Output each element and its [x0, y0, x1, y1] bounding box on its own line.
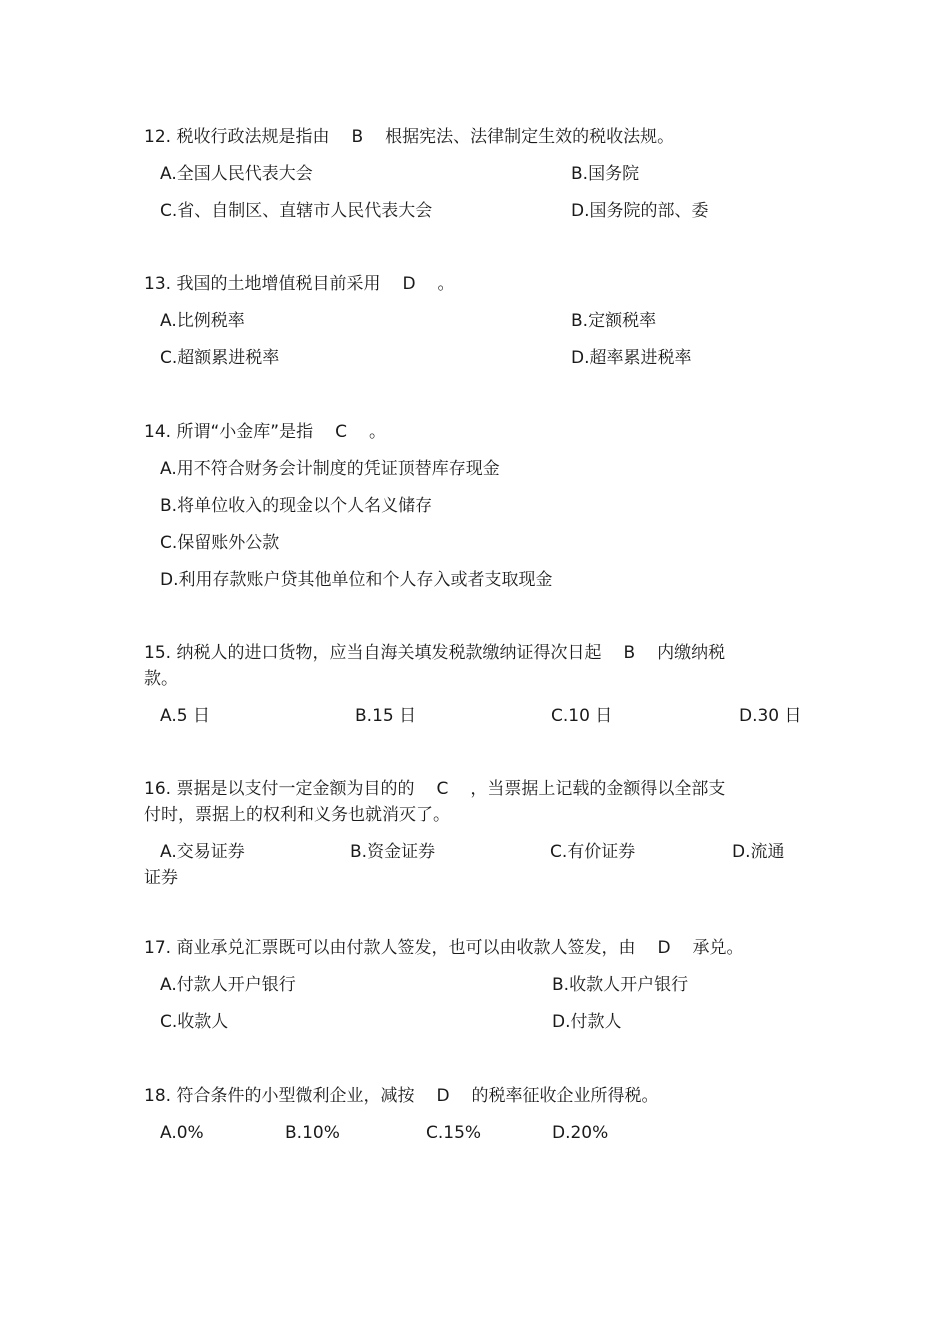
answer-letter: D: [436, 1086, 450, 1106]
options-row: [144, 161, 824, 198]
options-row: [144, 345, 824, 382]
option-a: A.比例税率: [160, 311, 245, 331]
question-stem: [144, 935, 824, 961]
option-a: A.5 日: [160, 706, 210, 726]
stem-text: 承兑。: [692, 938, 744, 958]
question-number: 18.: [144, 1086, 172, 1106]
option-a: A.交易证券: [160, 842, 245, 862]
stem-continuation: 款。: [144, 669, 178, 689]
option-c: C.保留账外公款: [160, 533, 280, 553]
question-stem: [144, 776, 824, 802]
question-13: [144, 271, 824, 382]
question-number: 17.: [144, 938, 172, 958]
stem-text: 我国的土地增值税目前采用: [176, 274, 381, 294]
stem-text: 纳税人的进口货物，应当自海关填发税款缴纳证得次日起: [176, 643, 602, 663]
stem-text: 所谓“小金库”是指: [176, 422, 314, 442]
options-row: [144, 839, 824, 865]
answer-letter: C: [436, 779, 449, 799]
stem-text: 。: [368, 422, 386, 442]
question-stem: [144, 124, 824, 150]
option-d: D.20%: [552, 1123, 609, 1143]
options-row: [144, 1009, 824, 1046]
question-18: [144, 1083, 824, 1146]
option-b: B.将单位收入的现金以个人名义储存: [160, 496, 433, 516]
stem-continuation: 付时，票据上的权利和义务也就消灭了。: [144, 805, 450, 825]
option-c: C.15%: [426, 1123, 482, 1143]
question-stem: [144, 1083, 824, 1109]
answer-letter: C: [335, 422, 347, 442]
option-a: A.用不符合财务会计制度的凭证顶替库存现金: [160, 459, 500, 479]
options-row: [144, 972, 824, 1009]
question-stem: [144, 419, 824, 445]
answer-letter: B: [351, 127, 364, 147]
options-row: [144, 1120, 824, 1146]
question-number: 13.: [144, 274, 172, 294]
option-c: C.省、自制区、直辖市人民代表大会: [160, 201, 433, 221]
stem-text: 的税率征收企业所得税。: [471, 1086, 659, 1106]
option-b: B.收款人开户银行: [552, 975, 689, 995]
answer-letter: D: [657, 938, 671, 958]
question-14: [144, 419, 824, 604]
option-d: D.国务院的部、委: [571, 201, 709, 221]
question-number: 12.: [144, 127, 172, 147]
option-a: A.全国人民代表大会: [160, 164, 313, 184]
stem-text: 商业承兑汇票既可以由付款人签发，也可以由收款人签发，由: [176, 938, 636, 958]
question-16: [144, 776, 824, 891]
stem-text: 税收行政法规是指由: [176, 127, 330, 147]
question-number: 16.: [144, 779, 172, 799]
option-d: D.利用存款账户贷其他单位和个人存入或者支取现金: [160, 570, 553, 590]
question-17: [144, 935, 824, 1046]
option-c: C.超额累进税率: [160, 348, 280, 368]
options-row: [144, 703, 824, 729]
question-number: 14.: [144, 422, 172, 442]
option-c: C.收款人: [160, 1012, 229, 1032]
option-d: D.超率累进税率: [571, 348, 692, 368]
option-wrap: 证券: [144, 868, 178, 888]
question-12: [144, 124, 824, 235]
option-c: C.10 日: [551, 706, 613, 726]
stem-text: 票据是以支付一定金额为目的的: [176, 779, 415, 799]
options-row: [144, 198, 824, 235]
question-number: 15.: [144, 643, 172, 663]
question-15: [144, 640, 824, 729]
option-b: B.定额税率: [571, 311, 657, 331]
option-a: A.付款人开户银行: [160, 975, 296, 995]
option-c: C.有价证券: [550, 842, 636, 862]
option-b: B.15 日: [355, 706, 417, 726]
question-stem: [144, 640, 824, 666]
answer-letter: D: [402, 274, 416, 294]
option-b: B.国务院: [571, 164, 640, 184]
answer-letter: B: [623, 643, 636, 663]
option-b: B.资金证券: [350, 842, 436, 862]
option-b: B.10%: [285, 1123, 340, 1143]
option-d: D.30 日: [739, 706, 802, 726]
option-a: A.0%: [160, 1123, 204, 1143]
stem-text: 内缴纳税: [657, 643, 726, 663]
option-d: D.流通: [732, 842, 785, 862]
stem-text: 。: [437, 274, 455, 294]
question-stem: [144, 271, 824, 297]
stem-text: ，当票据上记载的金额得以全部支: [470, 779, 726, 799]
stem-text: 符合条件的小型微利企业，减按: [176, 1086, 415, 1106]
stem-text: 根据宪法、法律制定生效的税收法规。: [385, 127, 675, 147]
options-row: [144, 308, 824, 345]
option-d: D.付款人: [552, 1012, 622, 1032]
